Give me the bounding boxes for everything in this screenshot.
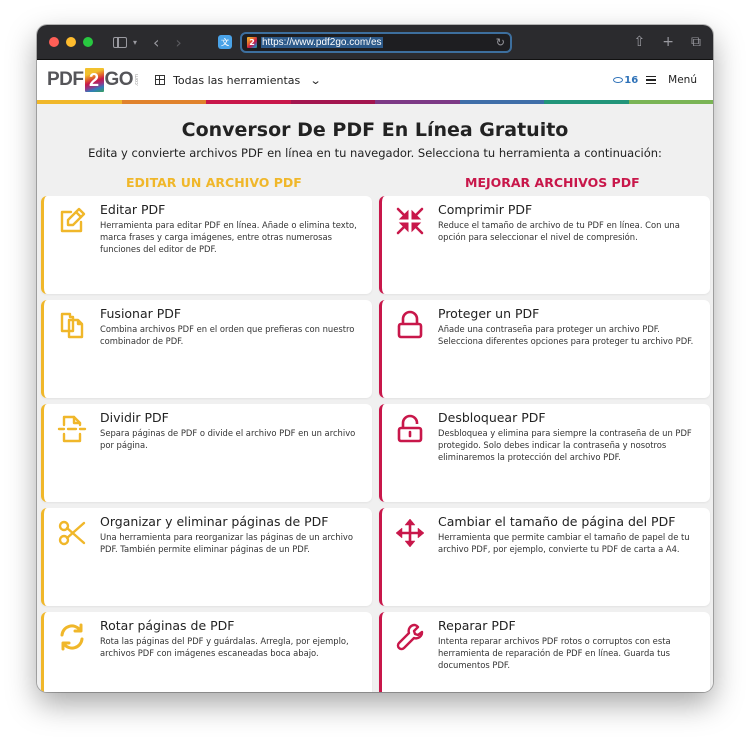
tool-title: Fusionar PDF bbox=[100, 306, 182, 321]
page-subtitle: Edita y convierte archivos PDF en línea en tu navegador. Selecciona tu herramienta a continuación: bbox=[88, 146, 662, 160]
browser-toolbar bbox=[37, 25, 713, 60]
edit-icon bbox=[57, 206, 87, 236]
all-tools-label: Todas las herramientas bbox=[173, 73, 301, 87]
tool-description: Rota las páginas del PDF y guárdalas. Arregla, por ejemplo, archivos PDF con imágenes escaneadas boca abajo. bbox=[100, 636, 349, 658]
menu-button[interactable]: Menú bbox=[668, 74, 697, 86]
tools-column-edit bbox=[41, 196, 372, 692]
tool-description: Reduce el tamaño de archivo de tu PDF en línea. Con una opción para seleccionar el nivel de compresión. bbox=[438, 220, 680, 242]
logo-badge: 2 bbox=[85, 68, 104, 92]
tool-title: Editar PDF bbox=[100, 202, 166, 217]
sidebar-toggle-icon[interactable] bbox=[113, 37, 127, 48]
grid-icon bbox=[155, 75, 165, 85]
tool-description: Desbloquea y elimina para siempre la contraseña de un PDF protegido. Solo debes indicar la contraseña y nosotros eliminaremos la protección del archivo PDF. bbox=[438, 428, 692, 462]
rotate-icon bbox=[57, 622, 87, 652]
tool-title: Proteger un PDF bbox=[438, 306, 540, 321]
tool-title: Desbloquear PDF bbox=[438, 410, 546, 425]
tool-card-repair-pdf[interactable] bbox=[379, 612, 710, 692]
forward-button[interactable]: › bbox=[175, 32, 182, 52]
tool-description: Intenta reparar archivos PDF rotos o corruptos con esta herramienta de reparación de PDF en línea. Guarda tus documentos PDF. bbox=[438, 636, 671, 670]
logo-text-pdf: PDF bbox=[47, 69, 84, 90]
url-text[interactable]: https://www.pdf2go.com/es bbox=[262, 37, 382, 48]
tool-title: Dividir PDF bbox=[100, 410, 169, 425]
tool-card-organize-pdf[interactable] bbox=[41, 508, 372, 606]
new-tab-icon[interactable]: + bbox=[662, 34, 674, 50]
maximize-window-button[interactable] bbox=[83, 37, 93, 47]
tools-column-improve bbox=[379, 196, 710, 692]
tool-description: Una herramienta para reorganizar las páginas de un archivo PDF. También permite eliminar páginas de un PDF. bbox=[100, 532, 353, 554]
page-title: Conversor De PDF En Línea Gratuito bbox=[181, 119, 569, 141]
close-window-button[interactable] bbox=[49, 37, 59, 47]
section-heading-edit: EDITAR UN ARCHIVO PDF bbox=[126, 175, 302, 190]
share-icon[interactable]: ⇧ bbox=[633, 34, 646, 50]
reload-icon[interactable]: ↻ bbox=[495, 36, 505, 49]
tool-description: Herramienta que permite cambiar el tamaño de papel de tu archivo PDF, por ejemplo, convierte tu PDF de carta a A4. bbox=[438, 532, 690, 554]
tool-card-rotate-pdf[interactable] bbox=[41, 612, 372, 692]
hamburger-icon[interactable] bbox=[646, 76, 656, 84]
site-header bbox=[37, 60, 713, 100]
back-button[interactable]: ‹ bbox=[153, 32, 160, 52]
chevron-down-icon[interactable]: ▾ bbox=[133, 37, 138, 47]
scissors-icon bbox=[57, 518, 87, 548]
site-favicon-icon: 2 bbox=[247, 37, 257, 48]
lock-icon bbox=[395, 310, 425, 340]
tool-card-edit-pdf[interactable] bbox=[41, 196, 372, 294]
tool-title: Reparar PDF bbox=[438, 618, 516, 633]
wrench-icon bbox=[395, 622, 425, 652]
logo-suffix: .com bbox=[134, 73, 141, 87]
tool-card-split-pdf[interactable] bbox=[41, 404, 372, 502]
tool-card-resize-pdf[interactable] bbox=[379, 508, 710, 606]
logo-text-go: GO bbox=[104, 69, 134, 90]
resize-icon bbox=[395, 518, 425, 548]
tool-description: Combina archivos PDF en el orden que prefieras con nuestro combinador de PDF. bbox=[100, 324, 355, 346]
tool-card-compress-pdf[interactable] bbox=[379, 196, 710, 294]
minimize-window-button[interactable] bbox=[66, 37, 76, 47]
tool-title: Comprimir PDF bbox=[438, 202, 533, 217]
tool-description: Herramienta para editar PDF en línea. Añade o elimina texto, marca frases y carga imágenes, entre otras numerosas funciones del editor de PDF. bbox=[100, 220, 357, 254]
window-controls bbox=[49, 37, 93, 47]
tool-description: Añade una contraseña para proteger un archivo PDF. Selecciona diferentes opciones para proteger tu archivo PDF. bbox=[438, 324, 694, 346]
tool-title: Cambiar el tamaño de página del PDF bbox=[438, 514, 676, 529]
section-heading-improve: MEJORAR ARCHIVOS PDF bbox=[465, 175, 640, 190]
site-logo[interactable] bbox=[47, 67, 140, 93]
translate-icon[interactable]: 文 bbox=[218, 35, 232, 49]
tab-overview-icon[interactable]: ⧉ bbox=[691, 34, 701, 50]
merge-icon bbox=[57, 310, 87, 340]
split-icon bbox=[57, 414, 87, 444]
unlock-icon bbox=[395, 414, 425, 444]
compress-icon bbox=[395, 206, 425, 236]
credits-counter[interactable] bbox=[613, 75, 638, 86]
address-bar[interactable] bbox=[240, 32, 512, 53]
tool-description: Separa páginas de PDF o divide el archivo PDF en un archivo por página. bbox=[100, 428, 356, 450]
chevron-down-icon: ⌄ bbox=[309, 73, 322, 87]
all-tools-dropdown[interactable] bbox=[155, 74, 320, 87]
tool-title: Rotar páginas de PDF bbox=[100, 618, 235, 633]
tool-card-merge-pdf[interactable] bbox=[41, 300, 372, 398]
tool-card-protect-pdf[interactable] bbox=[379, 300, 710, 398]
tool-title: Organizar y eliminar páginas de PDF bbox=[100, 514, 329, 529]
browser-window bbox=[37, 25, 713, 692]
credits-count: 16 bbox=[624, 74, 639, 86]
main-content bbox=[37, 104, 713, 692]
coin-icon bbox=[613, 77, 623, 83]
tool-card-unlock-pdf[interactable] bbox=[379, 404, 710, 502]
